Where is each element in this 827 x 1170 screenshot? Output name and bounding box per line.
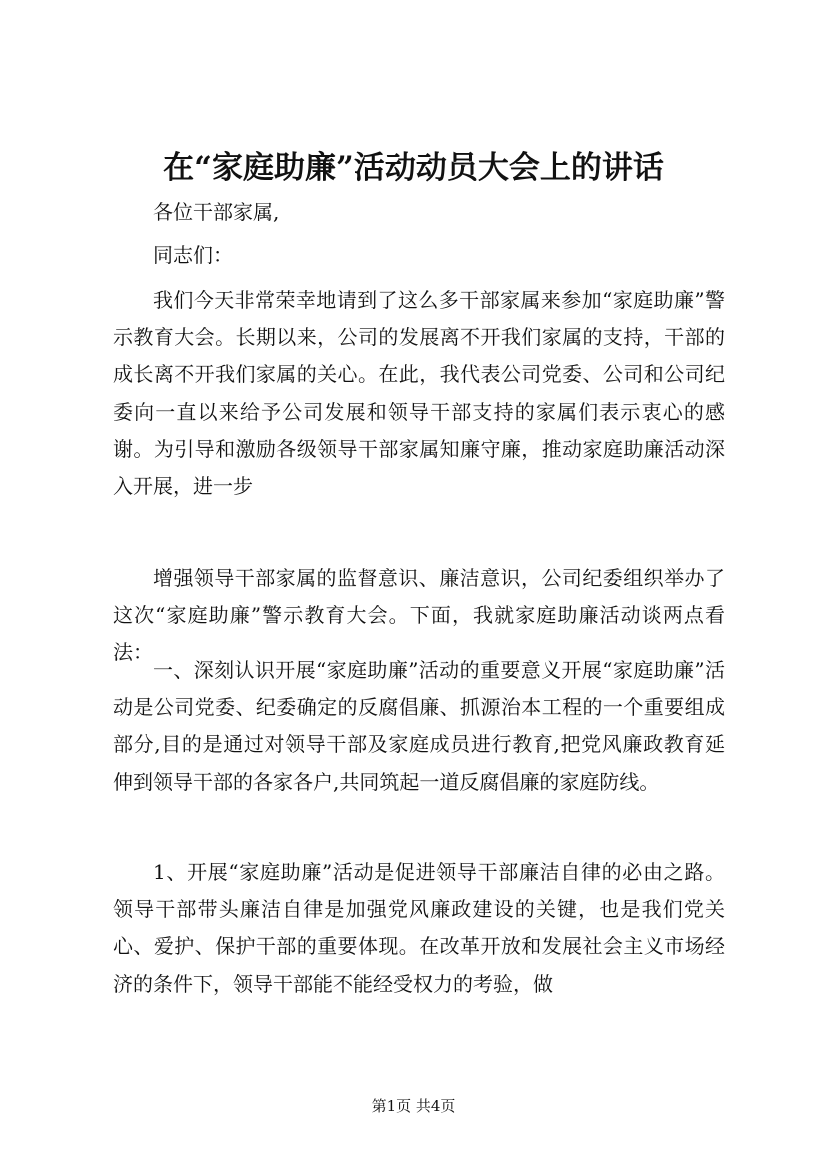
greeting-line-1: 各位干部家属,: [153, 200, 280, 224]
body-paragraph: 一、深刻认识开展“家庭助廉”活动的重要意义开展“家庭助廉”活动是公司党委、纪委确定的反腐倡廉、抓源治本工程的一个重要组成部分,目的是通过对领导干部及家庭成员进行教育,把党风廉政教育延伸到领导干部的各家各户,共同筑起一道反腐倡廉的家庭防线。: [113, 658, 725, 794]
body-paragraph: 1、开展“家庭助廉”活动是促进领导干部廉洁自律的必由之路。领导干部带头廉洁自律是加强党风廉政建设的关键，也是我们党关心、爱护、保护干部的重要体现。在改革开放和发展社会主义市场经济的条件下，领导干部能不能经受权力的考验，做: [113, 860, 725, 996]
paragraph-1-block: [113, 282, 725, 505]
body-paragraph: 增强领导干部家属的监督意识、廉洁意识，公司纪委组织举办了这次“家庭助廉”警示教育大会。下面，我就家庭助廉活动谈两点看法：: [113, 566, 725, 665]
body-paragraph: 我们今天非常荣幸地请到了这么多干部家属来参加“家庭助廉”警示教育大会。长期以来，公司的发展离不开我们家属的支持，干部的成长离不开我们家属的关心。在此，我代表公司党委、公司和公司纪委向一直以来给予公司发展和领导干部支持的家属们表示衷心的感谢。为引导和激励各级领导干部家属知廉守廉，推动家庭助廉活动深入开展，进一步: [113, 288, 725, 499]
greeting-line-2: 同志们：: [153, 243, 233, 268]
document-title: 在“家庭助廉”活动动员大会上的讲话: [163, 150, 664, 186]
greeting-block: [113, 194, 725, 274]
paragraph-3-block: [113, 652, 725, 801]
page-footer: 第1页 共4页: [371, 1097, 456, 1115]
paragraph-4-block: [113, 854, 725, 1003]
